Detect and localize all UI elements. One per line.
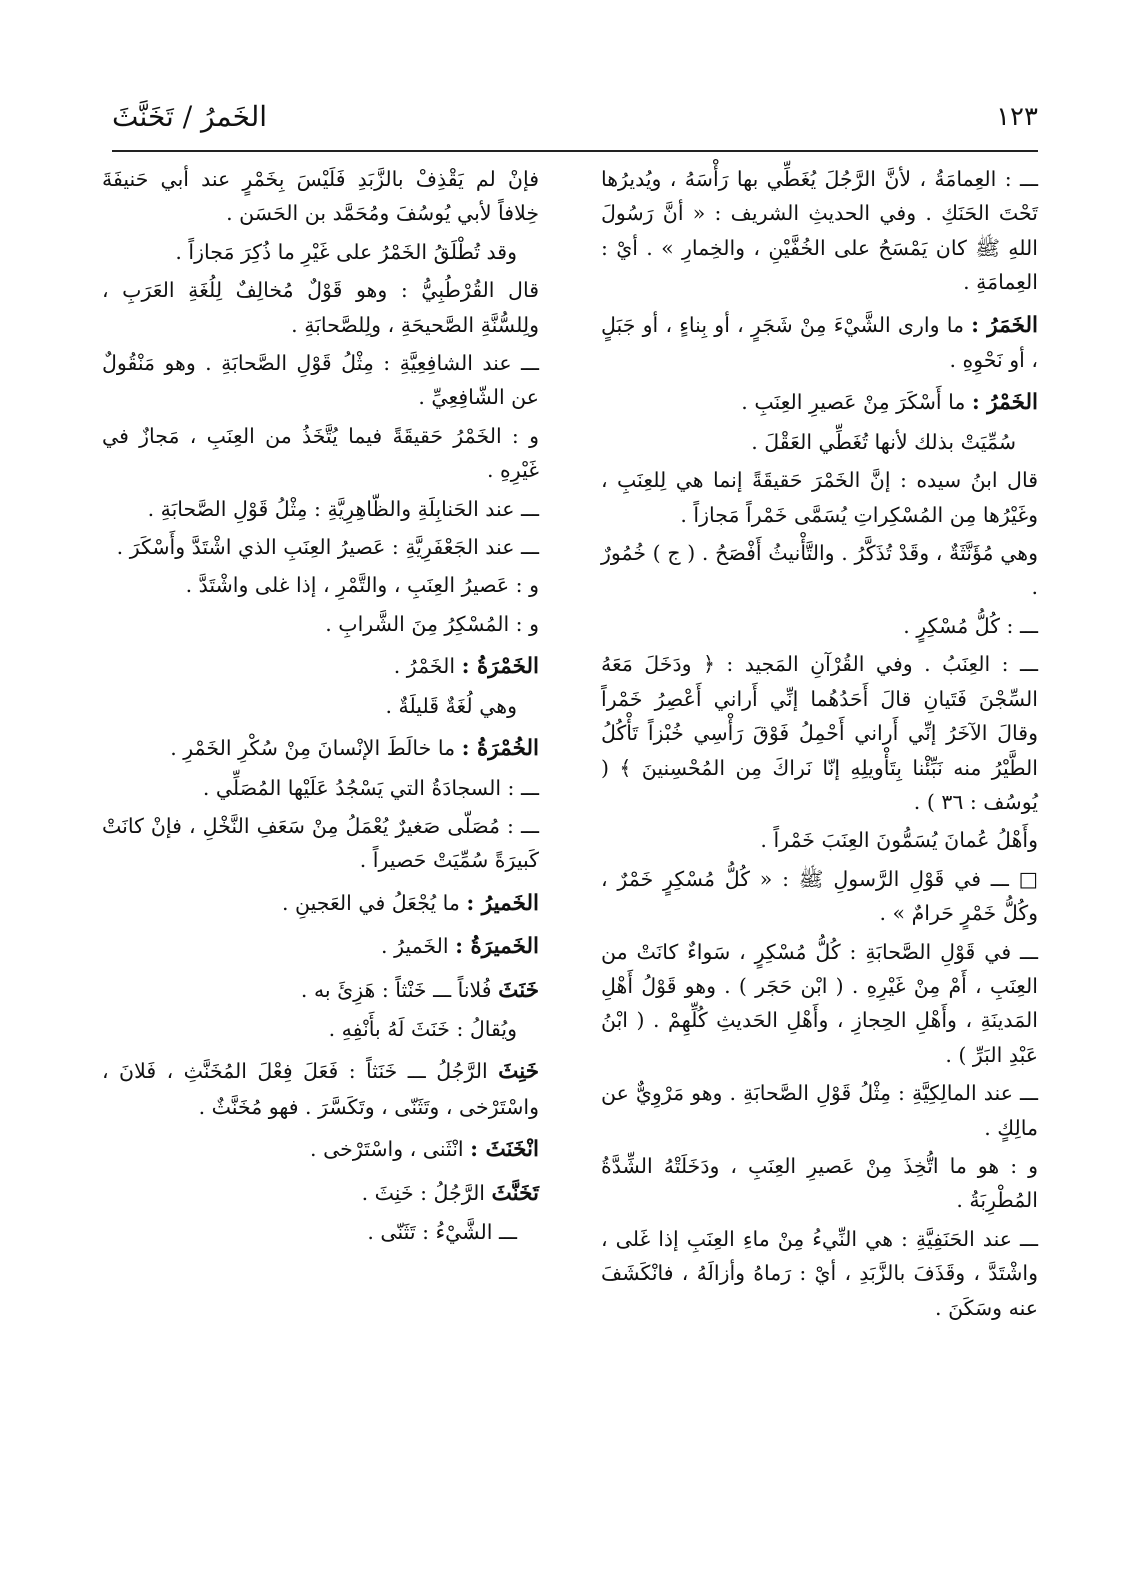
dictionary-entry (102, 235, 539, 269)
entry-text: و : الخَمْرُ حَقيقَةً فيما يُتَّخَذُ من العِنَبِ ، مَجازٌ في غَيْرِهِ . (102, 423, 539, 483)
headword: الخَميرُ : (466, 890, 539, 916)
entry-text: الرَّجُلُ ـــ خَنَثاً : فَعَلَ فِعْلَ المُخَنَّثِ ، فَلانَ ، واسْتَرْخى ، وتَثَنّى ، وتَكَسَّرَ . فهو مُخَنَّثٌ . (102, 1059, 539, 1119)
entry-text: ـــ عند الجَعْفَرِيَّةِ : عَصيرُ العِنَبِ الذي اشْتَدَّ وأَسْكَرَ . (116, 535, 539, 560)
entry-text: قال القُرْطُبِيُّ : وهو قَوْلٌ مُخالِفٌ لِلُغَةِ العَرَبِ ، ولِلسُّنَّةِ الصَّحيحَةِ ، ولِلصَّحابَةِ . (102, 278, 539, 337)
dictionary-entry (601, 1222, 1038, 1325)
entry-text: قال ابنُ سيده : إنَّ الخَمْرَ حَقيقَةً إنما هي لِلعِنَبِ ، وغَيْرُها مِن المُسْكِراتِ يُسَمَّى خَمْراً مَجازاً . (601, 468, 1038, 527)
entry-text: ـــ في قَوْلِ الصَّحابَةِ : كُلُّ مُسْكِرٍ ، سَواءٌ كانَتْ من العِنَبِ ، أَمْ مِنْ غَيْرِهِ . ( ابْن حَجَر ) . وهو قَوْلُ أَهْلِ المَدينَةِ ، وأَهْلِ الحِجازِ ، وأَهْلِ الحَديثِ كُلِّهِمْ . ( ابْنُ عَبْدِ البَرِّ ) . (601, 939, 1038, 1067)
dictionary-entry (102, 809, 539, 878)
headword: الخَمْرُ : (971, 390, 1038, 416)
entry-text: و : هو ما اتُّخِذَ مِنْ عَصيرِ العِنَبِ ، ودَخَلَتْهُ الشِّدَّةُ المُطْرِبَةُ . (601, 1153, 1038, 1213)
entry-text: وهي لُغَةٌ قَليلَةٌ . (385, 693, 517, 718)
entry-text: وقد تُطْلَقُ الخَمْرُ على غَيْرِ ما ذُكِرَ مَجازاً . (175, 239, 517, 264)
entry-text: ما خالَطَ الإنْسانَ مِنْ سُكْرِ الخَمْرِ . (170, 736, 462, 761)
entry-text: الخَميرُ . (381, 934, 456, 959)
dictionary-entry (601, 162, 1038, 300)
entry-text: ما أَسْكَرَ مِنْ عَصيرِ العِنَبِ . (741, 390, 972, 415)
headword: خَنَثَ (498, 977, 539, 1003)
dictionary-entry (601, 425, 1038, 459)
dictionary-entry (601, 935, 1038, 1073)
dictionary-entry (102, 419, 539, 488)
entry-text: ـــ : كُلُّ مُسْكِرٍ . (903, 613, 1038, 638)
entry-text: ما وارى الشَّيْءَ مِنْ شَجَرٍ ، أو بِناءٍ ، أو جَبَلٍ ، أو نَحْوِهِ . (601, 312, 1038, 373)
entry-text: ـــ : العِنَبُ . وفي القُرْآنِ المَجيد : ﴿ ودَخَلَ مَعَهُ السِّجْنَ فَتَيانِ قالَ أَحَدُهُما إنِّي أَراني أَعْصِرُ خَمْراً وقالَ الآخَرُ إنِّي أَراني أَحْمِلُ فَوْقَ رَأْسِي خُبْزاً تَأْكُلُ الطَّيْرُ منه نَبِّئْنا بِتَأْويلِهِ إنّا نَراكَ مِن المُحْسِنينَ ﴾ ( يُوسُف : ٣٦ ) . (601, 652, 1038, 814)
dictionary-entry (601, 463, 1038, 532)
entry-text: □ ـــ في قَوْلِ الرَّسولِ ﷺ : « كُلُّ مُسْكِرٍ خَمْرٌ ، وكُلُّ خَمْرٍ حَرامٌ » . (601, 866, 1038, 926)
left-column (102, 162, 539, 1253)
dictionary-entry (102, 1012, 539, 1046)
entry-text: ـــ : مُصَلّى صَغيرٌ يُعْمَلُ مِنْ سَعَفِ النَّخْلِ ، فإنْ كانَتْ كَبيرَةً سُمِّيَتْ حَصيراً . (102, 813, 539, 873)
entry-text: ـــ : العِمامَةُ ، لأنَّ الرَّجُلَ يُغَطِّي بها رَأْسَهُ ، ويُديرُها تَحْتَ الحَنَكِ . وفي الحديثِ الشريف : « أنَّ رَسُولَ اللهِ ﷺ كان يَمْسَحُ على الخُفَّيْنِ ، والخِمارِ » . أيْ : العِمامَةِ . (601, 167, 1038, 295)
dictionary-entry (601, 1076, 1038, 1145)
dictionary-entry (102, 492, 539, 526)
entry-text: الخَمْرُ . (393, 654, 462, 679)
entry-text: فإنْ لم يَقْذِفْ بالزَّبَدِ فَلَيْسَ بِخَمْرٍ عند أبي حَنيفَةَ خِلافاً لأبي يُوسُفَ ومُحَمَّد بن الحَسَن . (102, 167, 539, 226)
entry-text: ـــ عند المالِكِيَّةِ : مِثْلُ قَوْلِ الصَّحابَةِ . وهو مَرْوِيٌّ عن مالِكٍ . (601, 1081, 1038, 1140)
entry-text: سُمِّيَتْ بذلك لأنها تُغَطِّي العَقْلَ . (751, 429, 1016, 454)
dictionary-entry (102, 1132, 539, 1167)
dictionary-entry (102, 273, 539, 342)
headword: الخَميرَةُ : (455, 934, 539, 960)
dictionary-entry (601, 647, 1038, 819)
entry-text: فُلاناً ـــ خَنْثاً : هَزِئَ به . (300, 977, 499, 1002)
entry-text: الرَّجُلُ : خَنِثَ . (361, 1180, 492, 1205)
entry-text: ويُقالُ : خَنَثَ لَهُ بأَنْفِهِ . (328, 1016, 517, 1041)
page-header (112, 100, 1038, 152)
dictionary-entry (102, 162, 539, 231)
dictionary-entry (102, 731, 539, 766)
dictionary-entry (102, 886, 539, 921)
dictionary-entry (601, 862, 1038, 931)
dictionary-entry (102, 346, 539, 415)
dictionary-entry (102, 973, 539, 1008)
entry-text: ـــ عند الحَنَفِيَّةِ : هي النِّيءُ مِنْ ماءِ العِنَبِ إذا غَلى ، واشْتَدَّ ، وقَذَفَ بالزَّبَدِ ، أيْ : رَماهُ وأزالَهُ ، فانْكَشَفَ عنه وسَكَنَ . (601, 1226, 1038, 1320)
running-title: الخَمرُ / تَخَنَّثَ (112, 100, 268, 133)
dictionary-entry (102, 1215, 539, 1249)
headword: خَنِثَ (498, 1059, 539, 1085)
dictionary-entry (102, 929, 539, 964)
dictionary-entry (102, 607, 539, 641)
dictionary-entry (102, 530, 539, 564)
entry-text: ما يُجْعَلُ في العَجينِ . (281, 890, 467, 915)
dictionary-entry (102, 1054, 539, 1124)
entry-text: و : المُسْكِرُ مِنَ الشَّرابِ . (325, 611, 539, 636)
dictionary-entry (102, 689, 539, 723)
dictionary-entry (102, 568, 539, 602)
headword: الخَمْرَةُ : (461, 654, 539, 680)
entry-text: وأَهْلُ عُمانَ يُسَمُّونَ العِنَبَ خَمْراً . (760, 828, 1038, 853)
entry-text: انْثَنى ، واسْتَرْخى . (310, 1137, 471, 1162)
dictionary-entry (102, 1176, 539, 1211)
entry-text: ـــ عند الحَنابِلَةِ والظّاهِرِيَّةِ : مِثْلُ قَوْلِ الصَّحابَةِ . (147, 496, 539, 521)
headword: الخُمْرَةُ : (461, 736, 539, 762)
dictionary-entry (601, 823, 1038, 857)
headword: الخَمَرُ : (971, 312, 1039, 338)
dictionary-entry (102, 771, 539, 805)
dictionary-entry (601, 385, 1038, 420)
right-column (601, 162, 1038, 1329)
dictionary-entry (601, 1149, 1038, 1218)
entry-text: وهي مُؤَنَّثَةٌ ، وقَدْ تُذَكَّرُ . والتَّأْنيثُ أَفْصَحُ . ( ج ) خُمُورٌ . (601, 541, 1038, 600)
headword: تَخَنَّثَ (491, 1180, 539, 1206)
entry-text: ـــ الشَّيْءُ : تَثَنّى . (367, 1219, 517, 1244)
headword: انْخَنَثَ : (470, 1137, 539, 1163)
dictionary-entry (601, 308, 1038, 378)
dictionary-entry (102, 649, 539, 684)
entry-text: ـــ : السجادَةُ التي يَسْجُدُ عَلَيْها المُصَلِّي . (202, 775, 539, 800)
page-number: ١٢٣ (996, 102, 1038, 132)
entry-text: و : عَصيرُ العِنَبِ ، والتَّمْرِ ، إذا غلى واشْتَدَّ . (185, 573, 539, 598)
dictionary-entry (601, 609, 1038, 643)
entry-text: ـــ عند الشافِعِيَّةِ : مِثْلُ قَوْلِ الصَّحابَةِ . وهو مَنْقُولٌ عن الشّافِعِيِّ . (102, 351, 539, 410)
dictionary-entry (601, 536, 1038, 605)
